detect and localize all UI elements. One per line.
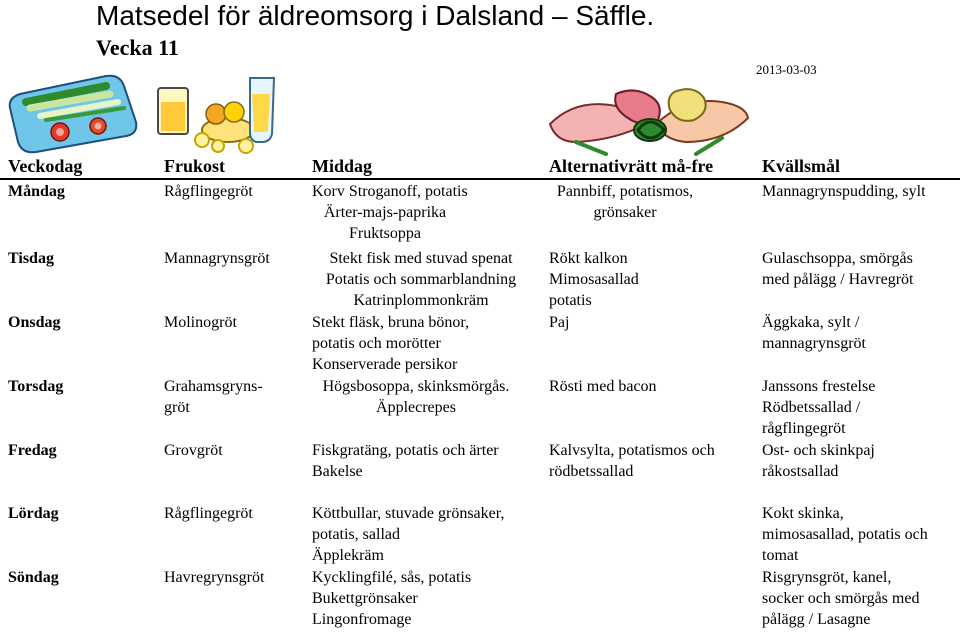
lunch-cell <box>312 567 542 630</box>
flower-clipart-image <box>546 84 752 156</box>
evening-line: pålägg / Lasagne <box>762 611 871 628</box>
lunch-line: Äpplecrepes <box>376 399 456 416</box>
evening-line: Äggkaka, sylt / <box>762 314 860 331</box>
evening-line: Mannagrynspudding, sylt <box>762 183 926 200</box>
breakfast-cell <box>164 181 304 202</box>
lunch-line: Katrinplommonkräm <box>353 292 489 309</box>
lunch-line: Fruktsoppa <box>349 225 421 242</box>
breakfast-cell <box>164 567 304 588</box>
day-name: Lördag <box>8 505 59 522</box>
alternative-line: Kalvsylta, potatismos och <box>549 442 715 459</box>
lunch-line: Köttbullar, stuvade grönsaker, <box>312 505 505 522</box>
day-name: Onsdag <box>8 314 61 331</box>
evening-line: Rödbetssallad / <box>762 399 861 416</box>
lunch-line: Bukettgrönsaker <box>312 590 418 607</box>
breakfast-cell <box>164 248 304 269</box>
lunch-line: Bakelse <box>312 463 363 480</box>
evening-line: tomat <box>762 547 799 564</box>
page-title: Matsedel för äldreomsorg i Dalsland – Säffle. <box>96 0 655 31</box>
lunch-line: Stekt fisk med stuvad spenat <box>329 250 513 267</box>
evening-line: socker och smörgås med <box>762 590 920 607</box>
evening-cell <box>762 376 958 439</box>
breakfast-line: Grahamsgryns- <box>164 378 263 395</box>
lunch-line: Stekt fläsk, bruna bönor, <box>312 314 470 331</box>
evening-line: råkostsallad <box>762 463 839 480</box>
lunch-line: Högsbosoppa, skinksmörgås. <box>322 378 510 395</box>
alternative-cell <box>549 440 749 482</box>
evening-cell <box>762 503 958 566</box>
alternative-cell <box>549 312 749 333</box>
lunch-line: Lingonfromage <box>312 611 412 628</box>
menu-header-row <box>0 154 960 178</box>
lunch-line: Potatis och sommarblandning <box>325 271 517 288</box>
menu-date: 2013-03-03 <box>756 62 817 77</box>
lunch-line: Äpplekräm <box>312 547 384 564</box>
lunch-line: Korv Stroganoff, potatis <box>312 183 468 200</box>
evening-cell <box>762 440 958 482</box>
breakfast-line: Mannagrynsgröt <box>164 250 270 267</box>
alternative-line: rödbetssallad <box>549 463 634 480</box>
week-label: Vecka 11 <box>96 35 179 60</box>
breakfast-cell <box>164 503 304 524</box>
alternative-line: Rökt kalkon <box>549 250 628 267</box>
food-clipart-image <box>6 68 280 154</box>
lunch-line: Ärter-majs-paprika <box>323 204 447 221</box>
alternative-line: Mimosasallad <box>549 271 639 288</box>
lunch-cell <box>312 503 542 566</box>
breakfast-cell <box>164 440 304 461</box>
alternative-cell <box>549 376 749 397</box>
breakfast-line: Havregrynsgröt <box>164 569 265 586</box>
evening-line: mimosasallad, potatis och <box>762 526 928 543</box>
evening-cell <box>762 312 958 354</box>
day-name: Måndag <box>8 183 65 200</box>
lunch-cell <box>312 440 542 482</box>
lunch-cell <box>312 376 520 418</box>
lunch-line: potatis och morötter <box>312 335 441 352</box>
breakfast-line: Grovgröt <box>164 442 223 459</box>
breakfast-line: gröt <box>164 399 190 416</box>
day-name: Fredag <box>8 442 57 459</box>
alternative-cell <box>549 181 701 223</box>
alternative-line: grönsaker <box>593 204 657 221</box>
column-header-lunch: Middag <box>312 156 373 176</box>
lunch-line: Kycklingfilé, sås, potatis <box>312 569 472 586</box>
alternative-line: potatis <box>549 292 592 309</box>
evening-line: Ost- och skinkpaj <box>762 442 875 459</box>
evening-line: Gulaschsoppa, smörgås <box>762 250 913 267</box>
alternative-line: Pannbiff, potatismos, <box>556 183 694 200</box>
evening-line: med pålägg / Havregröt <box>762 271 914 288</box>
breakfast-line: Rågflingegröt <box>164 505 253 522</box>
lunch-line: Fiskgratäng, potatis och ärter <box>312 442 499 459</box>
evening-line: rågflingegröt <box>762 420 846 437</box>
breakfast-cell <box>164 312 304 333</box>
lunch-cell <box>312 181 468 244</box>
day-name: Söndag <box>8 569 59 586</box>
column-header-day: Veckodag <box>8 156 83 176</box>
evening-cell <box>762 181 958 202</box>
lunch-cell <box>312 248 530 311</box>
alternative-line: Paj <box>549 314 570 331</box>
evening-line: Risgrynsgröt, kanel, <box>762 569 892 586</box>
breakfast-line: Rågflingegröt <box>164 183 253 200</box>
column-header-breakfast: Frukost <box>164 156 226 176</box>
evening-line: Kokt skinka, <box>762 505 844 522</box>
column-header-evening: Kvällsmål <box>762 156 841 176</box>
alternative-line: Rösti med bacon <box>549 378 657 395</box>
breakfast-cell <box>164 376 304 418</box>
lunch-line: potatis, sallad <box>312 526 400 543</box>
evening-cell <box>762 248 958 290</box>
header-divider <box>0 178 960 180</box>
lunch-cell <box>312 312 542 375</box>
day-name: Tisdag <box>8 250 54 267</box>
column-header-alternative: Alternativrätt må-fre <box>549 156 714 176</box>
evening-cell <box>762 567 958 630</box>
evening-line: Janssons frestelse <box>762 378 876 395</box>
breakfast-line: Molinogröt <box>164 314 237 331</box>
lunch-line: Konserverade persikor <box>312 356 458 373</box>
alternative-cell <box>549 248 749 311</box>
day-name: Torsdag <box>8 378 64 395</box>
evening-line: mannagrynsgröt <box>762 335 866 352</box>
